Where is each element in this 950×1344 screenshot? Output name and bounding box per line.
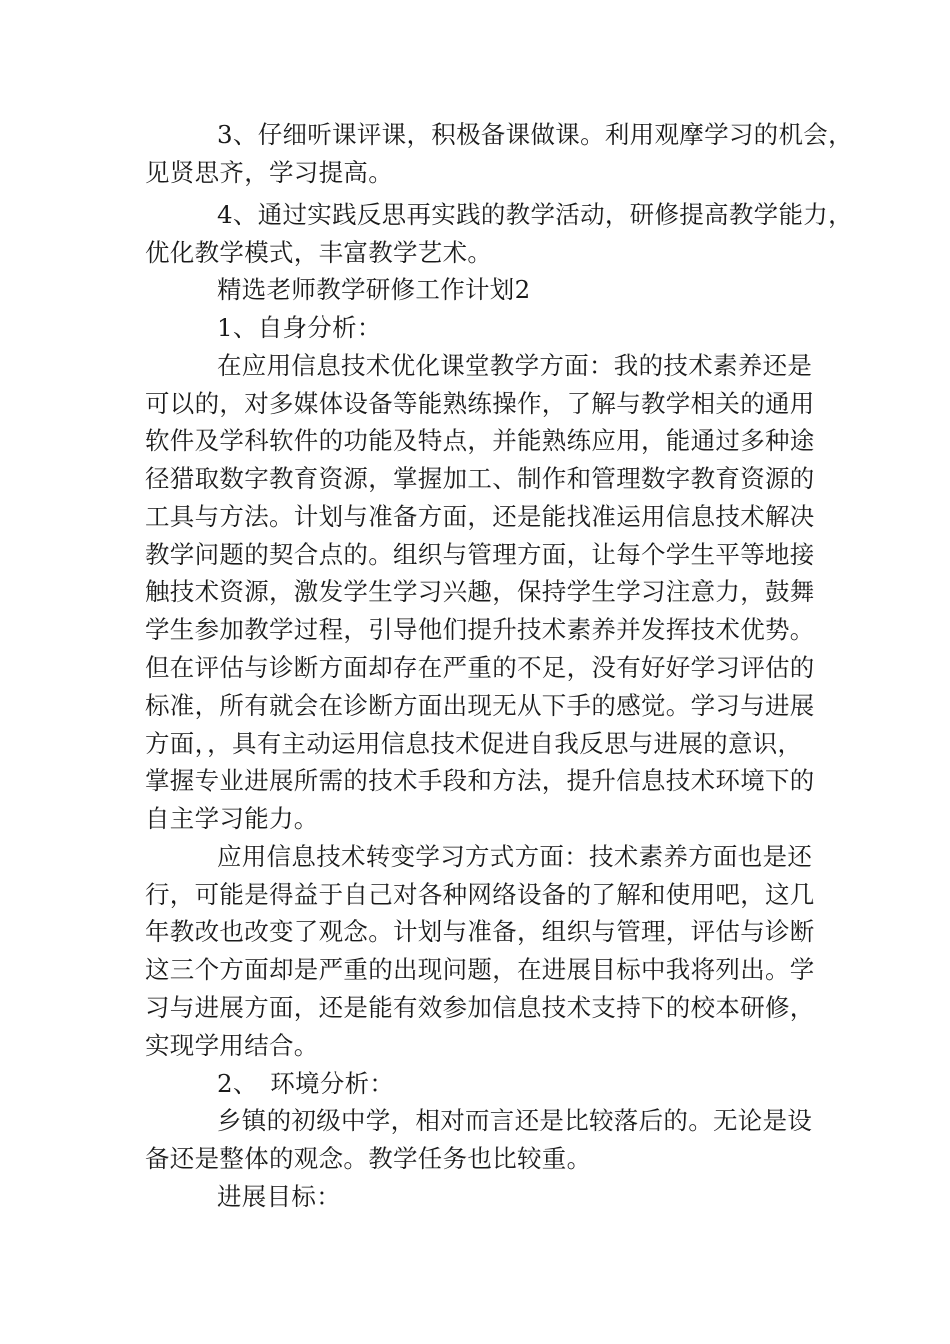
subsection-heading: 进展目标：: [217, 1182, 341, 1211]
subsection-heading: 2、 环境分析：: [217, 1069, 395, 1098]
text-line: 这三个方面却是严重的出现问题，在进展目标中我将列出。学: [145, 955, 815, 984]
subsection-heading: 1、自身分析：: [217, 313, 382, 342]
text-line: 触技术资源，激发学生学习兴趣，保持学生学习注意力，鼓舞: [145, 577, 815, 606]
text-line: 教学问题的契合点的。组织与管理方面，让每个学生平等地接: [145, 540, 815, 569]
text-line: 备还是整体的观念。教学任务也比较重。: [145, 1144, 592, 1173]
text-line: 软件及学科软件的功能及特点，并能熟练应用，能通过多种途: [145, 426, 815, 455]
text-line: 径猎取数字教育资源，掌握加工、制作和管理数字教育资源的: [145, 464, 815, 493]
text-line: 应用信息技术转变学习方式方面：技术素养方面也是还: [217, 842, 813, 871]
text-line: 在应用信息技术优化课堂教学方面：我的技术素养还是: [217, 351, 813, 380]
text-line: 但在评估与诊断方面却存在严重的不足，没有好好学习评估的: [145, 653, 815, 682]
text-line: 优化教学模式，丰富教学艺术。: [145, 238, 493, 267]
text-line: 4、通过实践反思再实践的教学活动，研修提高教学能力，: [217, 200, 853, 229]
text-line: 学生参加教学过程，引导他们提升技术素养并发挥技术优势。: [145, 615, 815, 644]
text-line: 3、仔细听课评课，积极备课做课。利用观摩学习的机会，: [217, 120, 853, 149]
text-line: 自主学习能力。: [145, 804, 319, 833]
text-line: 乡镇的初级中学，相对而言还是比较落后的。无论是设: [217, 1106, 813, 1135]
text-line: 实现学用结合。: [145, 1031, 319, 1060]
text-line: 可以的，对多媒体设备等能熟练操作，了解与教学相关的通用: [145, 389, 815, 418]
text-line: 见贤思齐，学习提高。: [145, 158, 393, 187]
text-line: 方面，，具有主动运用信息技术促进自我反思与进展的意识，: [145, 729, 803, 758]
section-heading: 精选老师教学研修工作计划2: [217, 275, 531, 304]
text-line: 工具与方法。计划与准备方面，还是能找准运用信息技术解决: [145, 502, 815, 531]
text-line: 掌握专业进展所需的技术手段和方法，提升信息技术环境下的: [145, 766, 815, 795]
text-line: 习与进展方面，还是能有效参加信息技术支持下的校本研修，: [145, 993, 815, 1022]
text-line: 年教改也改变了观念。计划与准备，组织与管理，评估与诊断: [145, 917, 815, 946]
text-line: 标准，所有就会在诊断方面出现无从下手的感觉。学习与进展: [145, 691, 815, 720]
text-line: 行，可能是得益于自己对各种网络设备的了解和使用吧，这几: [145, 880, 815, 909]
